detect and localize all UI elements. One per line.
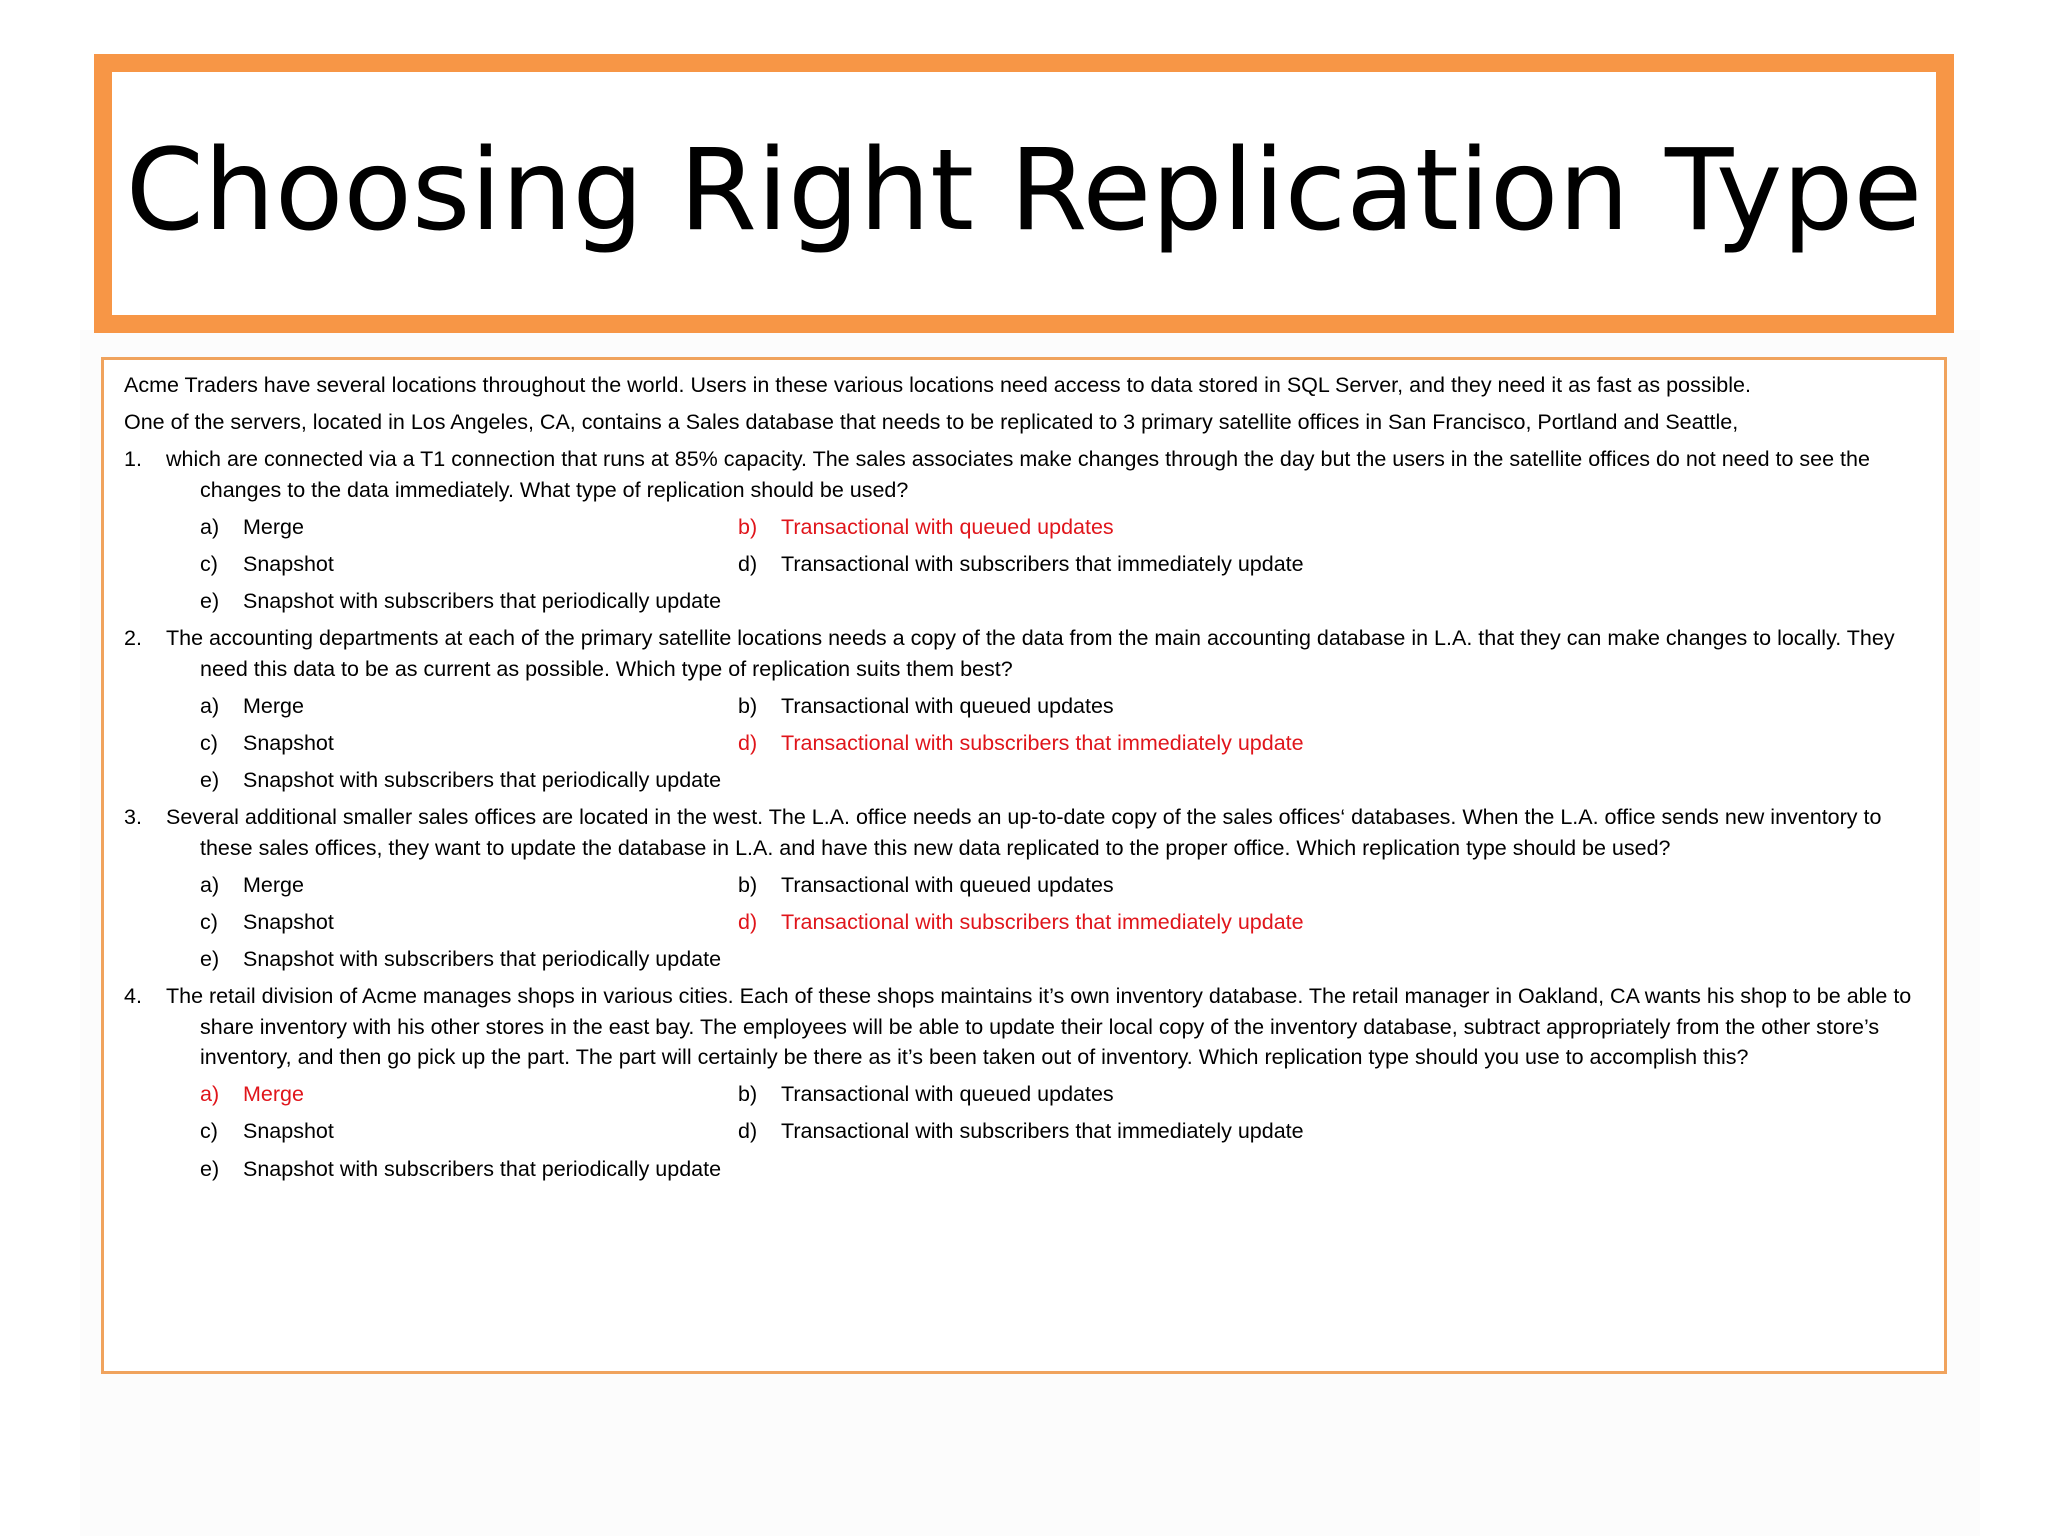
answer-option: c) Snapshot [200, 1119, 334, 1144]
question-text: The accounting departments at each of the primary satellite locations needs a copy of the data from the main accounting database in L.A. that they can make changes to locally. They need this data to be as current as possible. Which type of replication suits them best? [166, 626, 1895, 681]
intro-paragraph: One of the servers, located in Los Angeles, CA, contains a Sales database that needs to be replicated to 3 primary satellite offices in San Francisco, Portland and Seattle, [124, 410, 1739, 435]
answer-option: a) Merge [200, 514, 304, 539]
answer-option: a) Merge [200, 872, 304, 897]
answer-option: d) Transactional with subscribers that immediately update [738, 1119, 1304, 1144]
quiz-content [124, 370, 1934, 1191]
page-title: Choosing Right Replication Type [125, 125, 1923, 256]
question [124, 623, 1934, 684]
content-frame [101, 357, 1947, 1374]
question-number: 3. [124, 805, 142, 830]
answer-option: b) Transactional with queued updates [738, 693, 1114, 718]
title-frame [94, 54, 1954, 333]
question-text: Several additional smaller sales offices are located in the west. The L.A. office needs an up-to-date copy of the sales offices‘ databases. When the L.A. office sends new inventory to these sales offices, they want to update the database in L.A. and have this new data replicated to the proper office. Which replication type should be used? [166, 805, 1882, 860]
question [124, 981, 1934, 1073]
answer-options [200, 870, 1934, 975]
question-text: The retail division of Acme manages shops in various cities. Each of these shops maintains it’s own inventory database. The retail manager in Oakland, CA wants his shop to be able to share inventory with his other stores in the east bay. The employees will be able to update their local copy of the inventory database, subtract appropriately from the other store’s inventory, and then go pick up the part. The part will certainly be there as it’s been taken out of inventory. Which replication type should you use to accomplish this? [166, 984, 1912, 1070]
answer-option-correct: d) Transactional with subscribers that immediately update [738, 730, 1304, 755]
answer-option: c) Snapshot [200, 909, 334, 934]
answer-option: a) Merge [200, 693, 304, 718]
answer-options [200, 512, 1934, 617]
question [124, 802, 1934, 863]
answer-option: e) Snapshot with subscribers that periodically update [200, 768, 722, 793]
answer-options [200, 691, 1934, 796]
answer-option: d) Transactional with subscribers that immediately update [738, 551, 1304, 576]
answer-option: c) Snapshot [200, 551, 334, 576]
answer-option: b) Transactional with queued updates [738, 872, 1114, 897]
answer-option-correct: b) Transactional with queued updates [738, 514, 1114, 539]
answer-option: c) Snapshot [200, 730, 334, 755]
answer-option: e) Snapshot with subscribers that periodically update [200, 589, 722, 614]
answer-option-correct: a) Merge [200, 1082, 304, 1107]
answer-option: e) Snapshot with subscribers that periodically update [200, 1156, 722, 1181]
question-number: 2. [124, 626, 142, 651]
answer-options [200, 1079, 1934, 1184]
intro-paragraph: Acme Traders have several locations throughout the world. Users in these various locations need access to data stored in SQL Server, and they need it as fast as possible. [124, 373, 1751, 397]
question [124, 444, 1934, 505]
answer-option: e) Snapshot with subscribers that periodically update [200, 947, 722, 971]
question-number: 1. [124, 447, 142, 472]
answer-option: b) Transactional with queued updates [738, 1082, 1114, 1107]
question-text: which are connected via a T1 connection that runs at 85% capacity. The sales associates make changes through the day but the users in the satellite offices do not need to see the changes to the data immediately. What type of replication should be used? [166, 447, 1870, 502]
question-number: 4. [124, 984, 142, 1009]
answer-option-correct: d) Transactional with subscribers that immediately update [738, 909, 1304, 934]
